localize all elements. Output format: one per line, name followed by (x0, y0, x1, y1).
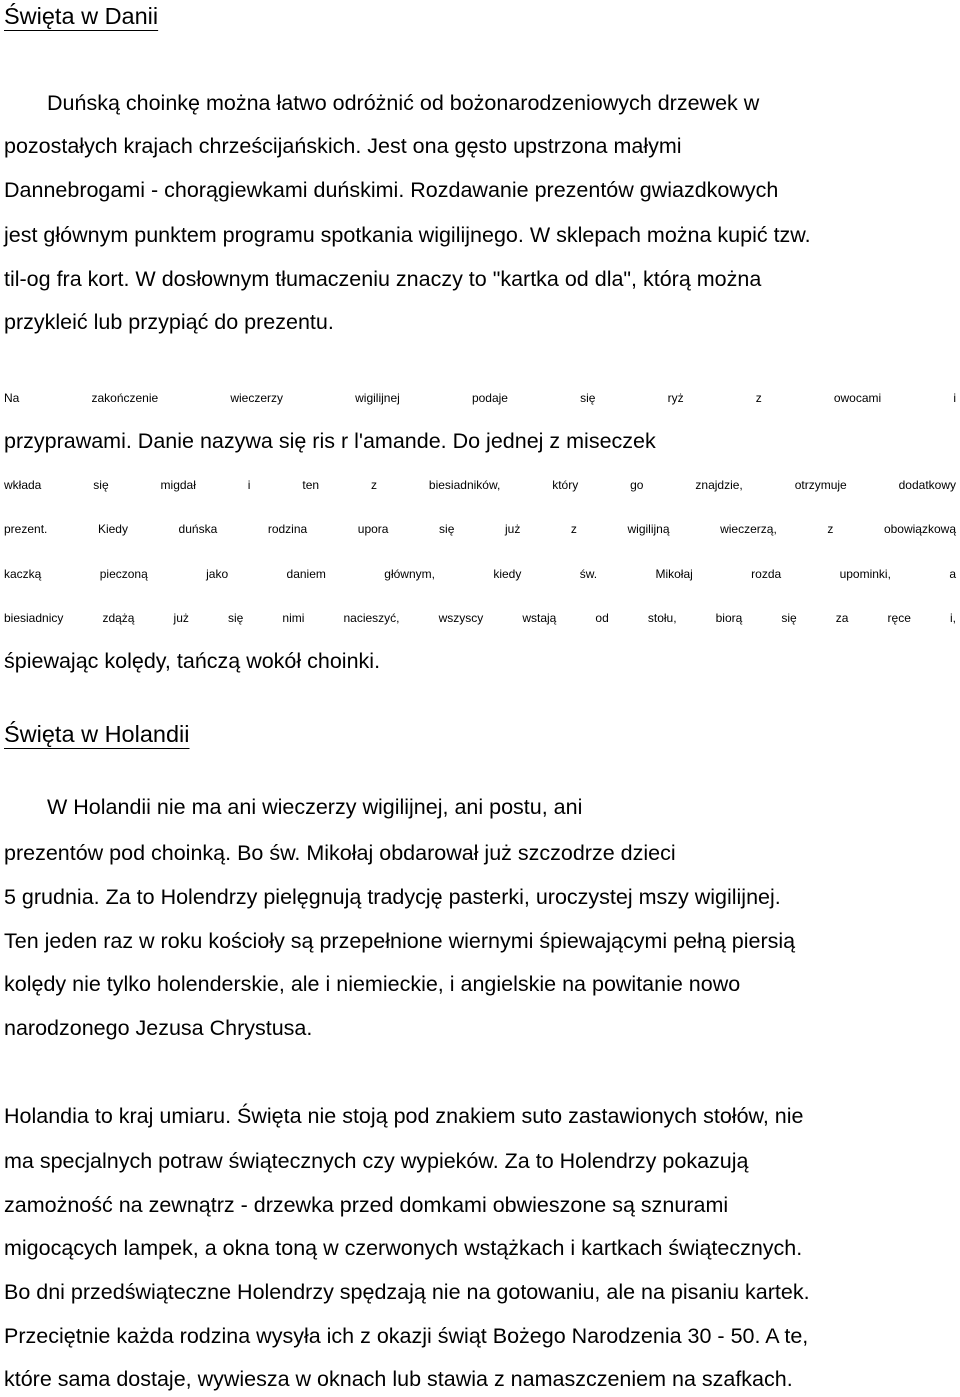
text-line: Na zakończenie wieczerzy wigilijnej podaje się ryż z owocami i (4, 391, 956, 405)
text-line: Holandia to kraj umiaru. Święta nie stoją pod znakiem suto zastawionych stołów, nie (4, 1104, 804, 1128)
text-line: które sama dostaje, wywiesza w oknach lub stawia z namaszczeniem na szafkach. (4, 1367, 793, 1391)
text-line: ma specjalnych potraw świątecznych czy wypieków. Za to Holendrzy pokazują (4, 1149, 749, 1173)
text-line: Dannebrogami - chorągiewkami duńskimi. Rozdawanie prezentów gwiazdkowych (4, 178, 779, 202)
text-line: prezent. Kiedy duńska rodzina upora się już z wigilijną wieczerzą, z obowiązkową (4, 522, 956, 536)
text-line: zamożność na zewnątrz - drzewka przed domkami obwieszone są sznurami (4, 1193, 729, 1217)
text-line: przykleić lub przypiąć do prezentu. (4, 310, 334, 334)
text-line: wkłada się migdał i ten z biesiadników, który go znajdzie, otrzymuje dodatkowy (4, 478, 956, 492)
text-line: narodzonego Jezusa Chrystusa. (4, 1016, 313, 1040)
text-line: til-og fra kort. W dosłownym tłumaczeniu znaczy to "kartka od dla", którą można (4, 267, 762, 291)
text-line: biesiadnicy zdążą już się nimi nacieszyć, wszyscy wstają od stołu, biorą się za ręce i, (4, 611, 956, 625)
section-heading-denmark: Święta w Danii (4, 3, 159, 29)
text-line: prezentów pod choinką. Bo św. Mikołaj obdarował już szczodrze dzieci (4, 841, 676, 865)
text-line: przyprawami. Danie nazywa się ris r l'amande. Do jednej z miseczek (4, 429, 656, 453)
text-line: Przeciętnie każda rodzina wysyła ich z okazji świąt Bożego Narodzenia 30 - 50. A te, (4, 1324, 809, 1348)
text-line: kolędy nie tylko holenderskie, ale i niemieckie, i angielskie na powitanie nowo (4, 972, 741, 996)
text-line: Ten jeden raz w roku kościoły są przepełnione wiernymi śpiewającymi pełną piersią (4, 929, 796, 953)
text-line: Duńską choinkę można łatwo odróżnić od bożonarodzeniowych drzewek w (47, 91, 760, 115)
text-line: pozostałych krajach chrześcijańskich. Jest ona gęsto upstrzona małymi (4, 134, 682, 158)
text-line: 5 grudnia. Za to Holendrzy pielęgnują tradycję pasterki, uroczystej mszy wigilijnej. (4, 885, 781, 909)
text-line: Bo dni przedświąteczne Holendrzy spędzają nie na gotowaniu, ale na pisaniu kartek. (4, 1280, 810, 1304)
text-line: jest głównym punktem programu spotkania wigilijnego. W sklepach można kupić tzw. (4, 223, 811, 247)
section-heading-netherlands: Święta w Holandii (4, 721, 190, 747)
text-line: migocących lampek, a okna toną w czerwonych wstążkach i kartkach świątecznych. (4, 1236, 803, 1260)
text-line: kaczką pieczoną jako daniem głównym, kiedy św. Mikołaj rozda upominki, a (4, 567, 956, 581)
text-line: W Holandii nie ma ani wieczerzy wigilijnej, ani postu, ani (47, 795, 583, 819)
text-line: śpiewając kolędy, tańczą wokół choinki. (4, 649, 381, 673)
